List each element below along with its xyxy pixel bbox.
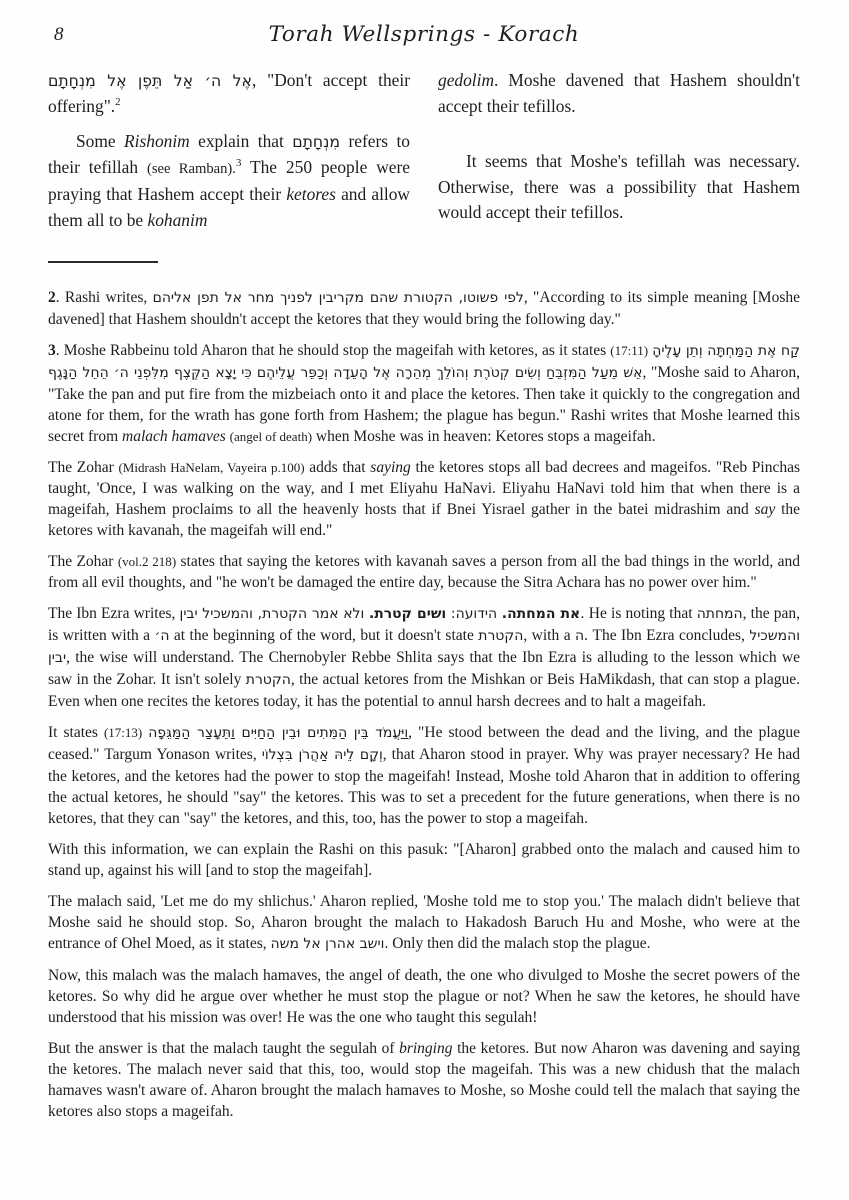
footnote-paragraph: But the answer is that the malach taught the segulah of bringing the ketores. But now Aharon was davening and saying the ketores. The malach never said that this, too, would stop the mageifah. This was a new chidush that the malach hamaves wasn't aware of. Aharon brought the malach hamaves to Moshe, so Moshe could tell the malach that saying the ketores also stops a mageifah. xyxy=(48,1040,800,1120)
body-paragraph: gedolim. Moshe davened that Hashem shouldn't accept their tefillos. xyxy=(438,70,800,116)
footnote-3: 3. Moshe Rabbeinu told Aharon that he should stop the mageifah with ketores, as it states (17:11) קַח אֶת הַמַּחְתָּה וְתֵן עָלֶיהָ אֵשׁ מֵעַל הַמִּזְבֵּחַ וְשִׂים קְטֹרֶת וְהוֹלֵךְ מְהֵרָה אֶל הָעֵדָה וְכַפֵּר עֲלֵיהֶם כִּי יָצָא הַקֶּצֶף מִלִּפְנֵי ה׳ הֵחֵל הַנָּגֶף, "Moshe said to Aharon, "Take the pan and put fire from the mizbeiach onto it and place the ketores. Then take it quickly to the congregation and atone for them, for the wrath has gone forth from Hashem; the plague has begun." Rashi writes that Moshe learned this secret from malach hamaves (angel of death) when Moshe was in heaven: Ketores stops a mageifah. xyxy=(48,342,801,445)
footnote-separator xyxy=(48,261,158,263)
footnote-paragraph: The malach said, 'Let me do my shlichus.' Aharon replied, 'Moshe told me to stop you.' The malach didn't believe that Moshe said he should stop. So, Aharon brought the malach to Hakadosh Baruch Hu and Moshe, who were at the entrance of Ohel Moed, as it states, וישב אהרן אל משה. Only then did the malach stop the plague. xyxy=(48,893,800,952)
footnote-paragraph: The Ibn Ezra writes, את המחתה. הידועה: ושים קטרת. ולא אמר הקטרת, והמשכיל יבין. He is noting that המחתה, the pan, is written with a ה׳ at the beginning of the word, but it doesn't state הקטרת, with a ה. The Ibn Ezra concludes, והמשכיל יבין, the wise will understand. The Chernobyler Rebbe Shlita says that the Ibn Ezra is alluding to the lesson which we saw in the Zohar. It isn't solely הקטרת, the actual ketores from the Mishkan or Beis HaMikdash, that can stop a plague. Even when one recites the ketores today, it has the potential to annul harsh decrees and to halt a mageifah. xyxy=(48,605,801,710)
footnote-paragraph: With this information, we can explain the Rashi on this pasuk: "[Aharon] grabbed onto the malach and caused him to stand up, against his will [and to stop the mageifah]. xyxy=(48,841,800,879)
body-paragraph: אֶל ה׳ אַל תֵּפֶן אֶל מִנְחָתָם, "Don't accept their offering".$^2$ xyxy=(48,70,410,116)
footnote-paragraph: The Zohar (Midrash HaNelam, Vayeira p.100) adds that saying the ketores stops all bad decrees and mageifos. "Reb Pinchas taught, 'Once, I was walking on the way, and I met Eliyahu HaNavi. Eliyahu HaNavi told him that when there is a mageifah, Hashem proclaims to all the heavenly hosts that if Bnei Yisrael gather in the batei midrashim and say the ketores with kavanah, the mageifah will end." xyxy=(48,459,801,539)
footnote-paragraph: The Zohar (vol.2 218) states that saying the ketores with kavanah saves a person from all the bad things in the world, and from all evil thoughts, and "he won't be damaged the entire day, because the Sitra Achara has no power over him." xyxy=(48,553,800,591)
footnotes-section xyxy=(48,287,800,1122)
right-column xyxy=(438,68,800,243)
footnote-paragraph: It states (17:13) וַיַּעֲמֹד בֵּין הַמֵּתִים וּבֵין הַחַיִּים וַתֵּעָצַר הַמַּגֵּפָה, "He stood between the dead and the living, and the plague ceased." Targum Yonason writes, וְקָם לֵיהּ אַהֲרֹן בִּצְלוֹי, that Aharon stood in prayer. Why was prayer necessary? He had the ketores, and the ketores had the power to stop the mageifah! Instead, Moshe told Aharon that in addition to offering the actual ketores, he should "say" the ketores. This was to set a precedent for the future generations, when there is no ketores, that they can "say" the ketores, and this, too, has the power to stop a mageifah. xyxy=(48,724,800,827)
page-number: 8 xyxy=(54,24,64,45)
left-column xyxy=(48,68,410,243)
main-text xyxy=(48,68,800,243)
body-paragraph: Some Rishonim explain that מִנְחָתָם refers to their tefillah (see Ramban).$^3$ The 250 people were praying that Hashem accept their ketores and allow them all to be kohanim xyxy=(48,131,411,230)
page-title: Torah Wellsprings - Korach xyxy=(268,22,580,47)
footnote-2: 2. Rashi writes, לפי פשוטו, הקטורת שהם מקריבין לפניך מחר אל תפן אליהם, "According to its simple meaning [Moshe davened] that Hashem shouldn't accept the ketores that they would bring the following day." xyxy=(48,289,801,328)
page-header xyxy=(48,22,800,52)
body-paragraph: It seems that Moshe's tefillah was necessary. Otherwise, there was a possibility that Hashem would accept their tefillos. xyxy=(438,151,800,222)
footnote-paragraph: Now, this malach was the malach hamaves, the angel of death, the one who divulged to Moshe the secret powers of the ketores. So why did he argue over whether he must stop the plague or not? When he saw the ketores, he should have understood that his mission was over! He was the one who taught this segulah! xyxy=(48,967,800,1026)
